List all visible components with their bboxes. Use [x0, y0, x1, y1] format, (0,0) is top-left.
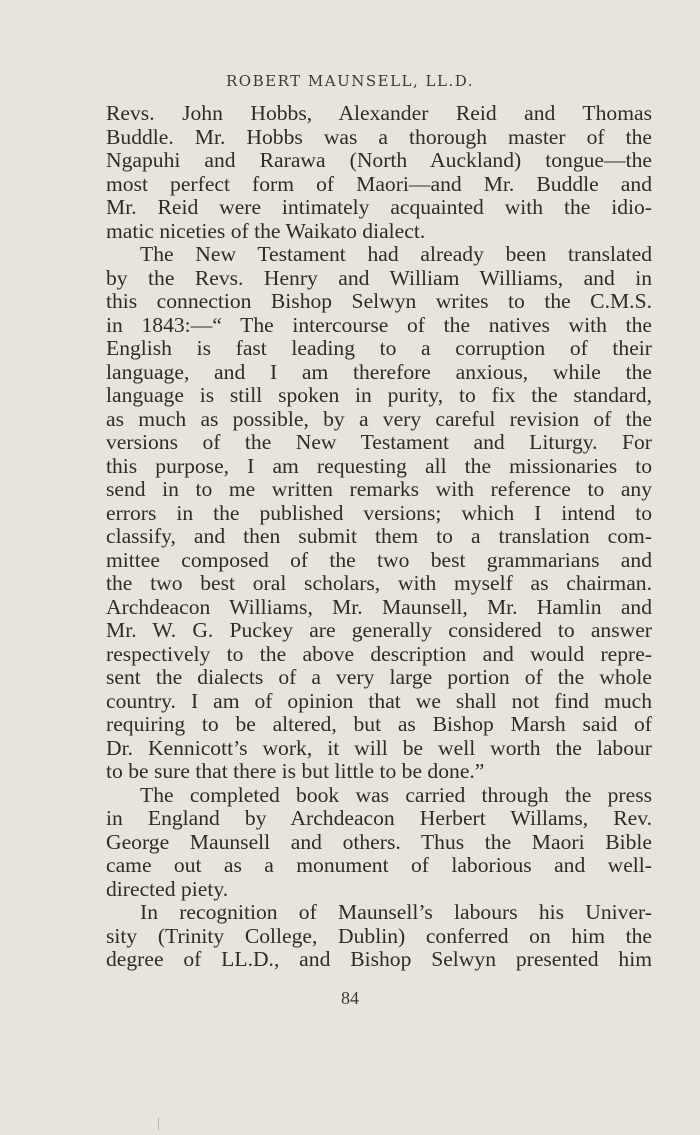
- page-number: 84: [341, 988, 359, 1008]
- text-line: this purpose, I am requesting all the missionaries to: [106, 453, 652, 478]
- text-line: respectively to the above description and would repre-: [106, 641, 652, 666]
- text-line: mittee composed of the two best grammarians and: [106, 547, 652, 572]
- text-line: classify, and then submit them to a translation com-: [106, 524, 652, 548]
- paragraph-start-line: In recognition of Maunsell’s labours his Univer-: [140, 900, 652, 924]
- text-line: Ngapuhi and Rarawa (North Auckland) tongue—the: [106, 148, 652, 172]
- text-line: Revs. John Hobbs, Alexander Reid and Thomas: [106, 101, 652, 125]
- text-line: country. I am of opinion that we shall not find much: [106, 688, 652, 713]
- text-line: by the Revs. Henry and William Williams, and in: [106, 265, 652, 290]
- text-line: in 1843:—“ The intercourse of the natives with the: [106, 312, 652, 337]
- text-line: sity (Trinity College, Dublin) conferred on him the: [106, 923, 652, 948]
- text-line: Dr. Kennicott’s work, it will be well worth the labour: [106, 735, 652, 760]
- text-line: directed piety.: [106, 876, 229, 901]
- text-line: this connection Bishop Selwyn writes to the C.M.S.: [106, 289, 652, 313]
- text-line: requiring to be altered, but as Bishop Marsh said of: [106, 712, 652, 736]
- text-line: in England by Archdeacon Herbert Willams, Rev.: [106, 806, 652, 830]
- text-line: sent the dialects of a very large portion of the whole: [106, 665, 652, 689]
- paragraph-start-line: The New Testament had already been translated: [140, 242, 652, 266]
- text-line: Mr. W. G. Puckey are generally considered to answer: [106, 618, 652, 642]
- running-head: ROBERT MAUNSELL, LL.D.: [226, 72, 474, 90]
- text-line: Mr. Reid were intimately acquainted with the idio-: [106, 195, 652, 219]
- text-line: degree of LL.D., and Bishop Selwyn presented him: [106, 947, 652, 971]
- text-line: language is still spoken in purity, to fix the standard,: [106, 383, 652, 407]
- text-line: as much as possible, by a very careful revision of the: [106, 406, 652, 431]
- text-line: matic niceties of the Waikato dialect.: [106, 218, 426, 243]
- paragraph-start-line: The completed book was carried through the press: [140, 782, 652, 807]
- paper-mark: [158, 1118, 159, 1130]
- text-line: Buddle. Mr. Hobbs was a thorough master of the: [106, 124, 652, 149]
- text-line: most perfect form of Maori—and Mr. Buddle and: [106, 171, 652, 196]
- text-line: English is fast leading to a corruption of their: [106, 336, 652, 360]
- body-text: [106, 102, 652, 972]
- text-line: language, and I am therefore anxious, while the: [106, 359, 652, 384]
- text-line: versions of the New Testament and Liturgy. For: [106, 430, 652, 454]
- text-line: Archdeacon Williams, Mr. Maunsell, Mr. Hamlin and: [106, 594, 652, 619]
- text-line: to be sure that there is but little to be done.”: [106, 759, 485, 783]
- text-line: send in to me written remarks with reference to any: [106, 477, 652, 501]
- text-line: came out as a monument of laborious and well-: [106, 853, 652, 877]
- text-line: George Maunsell and others. Thus the Maori Bible: [106, 829, 652, 854]
- text-line: the two best oral scholars, with myself as chairman.: [106, 571, 652, 595]
- text-line: errors in the published versions; which I intend to: [106, 500, 652, 525]
